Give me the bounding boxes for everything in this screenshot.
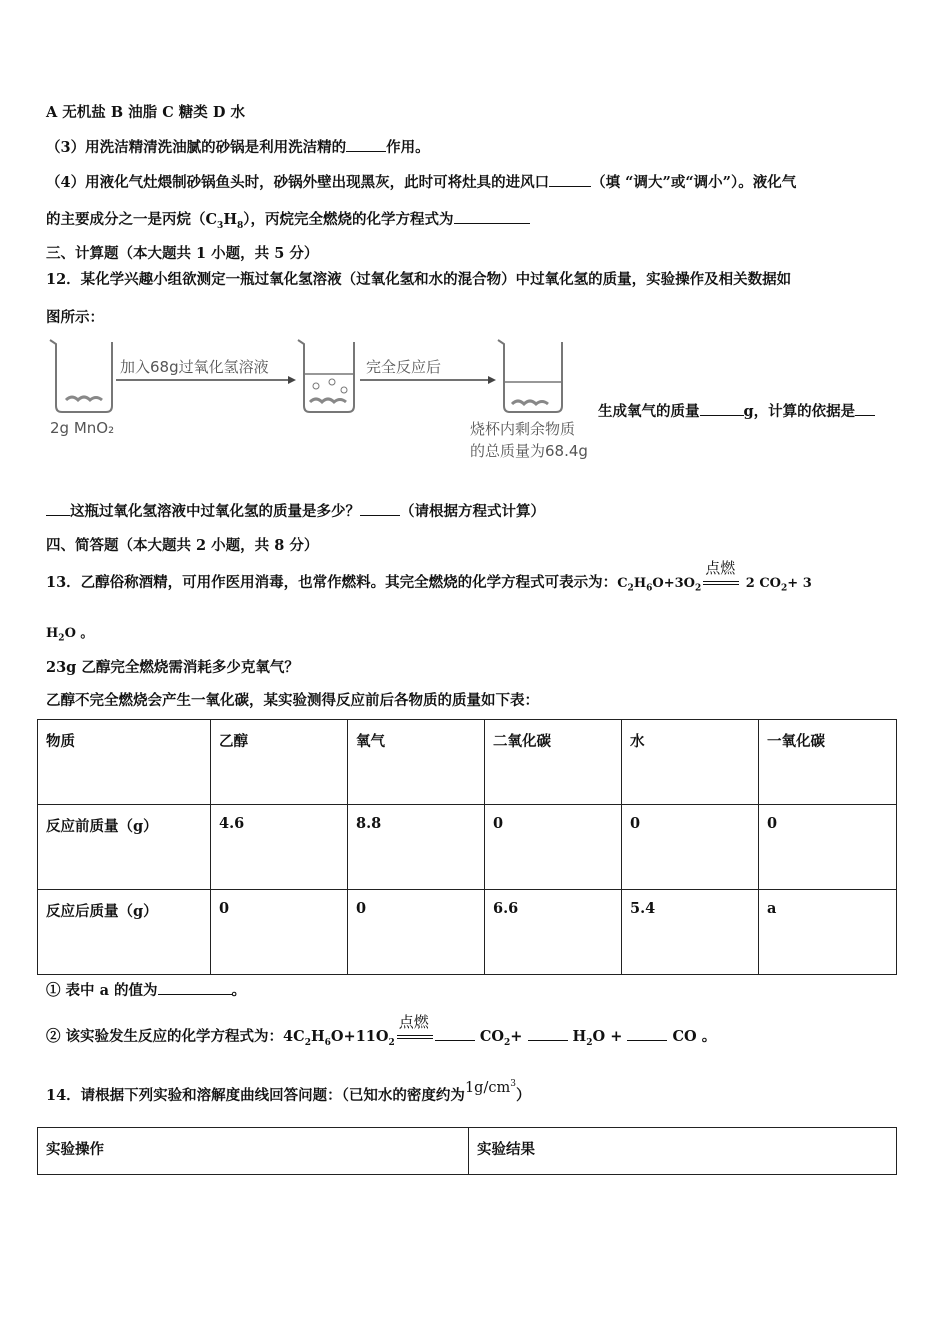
reaction-condition-2 — [395, 1013, 435, 1045]
experiment-table — [37, 1127, 897, 1175]
reaction-condition — [701, 559, 741, 591]
q13-line1 — [46, 559, 812, 594]
table-cell: 反应前质量（g） — [38, 805, 211, 890]
q4-line2-text: 的主要成分之一是丙烷（C — [46, 211, 218, 228]
sub: 3 — [217, 220, 224, 231]
table-cell: 反应后质量（g） — [38, 890, 211, 975]
a-value-blank[interactable] — [158, 980, 232, 995]
arrow-1-label: 加入68g过氧化氢溶液 — [120, 358, 269, 376]
table-header: 水 — [622, 720, 759, 805]
oxygen-mass-blank[interactable] — [700, 401, 744, 416]
table-cell: 0 — [622, 805, 759, 890]
co2-coef-blank[interactable] — [435, 1026, 475, 1041]
question-4-line2 — [46, 208, 530, 231]
q12-question: 这瓶过氧化氢溶液中过氧化氢的质量是多少？ — [70, 503, 360, 520]
q14-line — [46, 1079, 531, 1105]
ethanol-formula: $C_2H_6O+3O_2$ — [617, 576, 702, 594]
table-header: 二氧化碳 — [485, 720, 622, 805]
table-row — [38, 890, 897, 975]
q12-line2: 图所示： — [46, 309, 104, 326]
table-cell: a — [759, 890, 897, 975]
ignite-label-2: 点燃 — [398, 1013, 429, 1031]
beaker-3-label-1: 烧杯内剩余物质 — [470, 420, 576, 438]
sub: 8 — [237, 220, 244, 231]
q13-sub-2: ② 该实验发生反应的化学方程式为：$4C_2H_6O+11O_2$ 点燃 $CO_2+ H_2O$ + CO 。 — [46, 1013, 717, 1048]
q13-line2: $H_2O$ 。 — [46, 626, 94, 644]
h2o2-mass-blank[interactable] — [360, 501, 400, 516]
table-cell: 4.6 — [211, 805, 348, 890]
question-3 — [46, 136, 430, 157]
q3-blank[interactable] — [346, 137, 386, 152]
q13-question-2: 乙醇不完全燃烧会产生一氧化碳，某实验测得反应前后各物质的质量如下表： — [46, 692, 539, 709]
table-row — [38, 805, 897, 890]
beaker-1 — [50, 340, 112, 412]
table-cell: 0 — [211, 890, 348, 975]
arrow-2-label: 完全反应后 — [366, 358, 442, 376]
section-4-title: 四、简答题（本大题共 2 小题，共 8 分） — [46, 537, 319, 554]
q14-text: 14．请根据下列实验和溶解度曲线回答问题：（已知水的密度约为 — [46, 1087, 465, 1104]
q12-side-pre: 生成氧气的质量 — [598, 403, 700, 420]
q4-text: （4）用液化气灶煨制砂锅鱼头时，砂锅外壁出现黑灰，此时可将灶具的进风口 — [46, 174, 550, 191]
beaker-2 — [298, 340, 354, 412]
q13-1-text: ① 表中 a 的值为 — [46, 982, 158, 999]
density-unit: $1g/cm^3$ — [464, 1079, 516, 1096]
q13-text: 13．乙醇俗称酒精，可用作医用消毒，也常作燃料。其完全燃烧的化学方程式可表示为： — [46, 574, 618, 591]
q4-blank-1[interactable] — [549, 172, 591, 187]
options-line: A 无机盐 B 油脂 C 糖类 D 水 — [46, 104, 245, 121]
h2o-coef-blank[interactable] — [528, 1026, 568, 1041]
table-header: 氧气 — [348, 720, 485, 805]
beaker-3-label-2: 的总质量为68.4g — [470, 442, 588, 460]
beaker-1-label: 2g MnO₂ — [50, 419, 115, 437]
table-header-row — [38, 1128, 897, 1175]
q3-text: （3）用洗洁精清洗油腻的砂锅是利用洗洁精的 — [46, 139, 347, 156]
q12-line1: 12．某化学兴趣小组欲测定一瓶过氧化氢溶液（过氧化氢和水的混合物）中过氧化氢的质量，实验操作及相关数据如 — [46, 271, 792, 288]
basis-blank-end[interactable] — [46, 501, 70, 516]
table-cell: 0 — [348, 890, 485, 975]
q4-blank-2[interactable] — [454, 209, 530, 224]
q4-post: （填 “调大”或“调小”）。液化气 — [591, 174, 797, 191]
table-header: 乙醇 — [211, 720, 348, 805]
products: 2 $CO_2+ 3$ — [741, 576, 812, 594]
q4-line2-post: ），丙烷完全燃烧的化学方程式为 — [243, 211, 454, 228]
experiment-diagram — [44, 334, 604, 469]
arrow-2-head — [488, 376, 496, 384]
section-3-title: 三、计算题（本大题共 1 小题，共 5 分） — [46, 245, 319, 262]
beaker-3 — [498, 340, 562, 412]
q4-h: H — [223, 211, 238, 228]
double-line — [703, 581, 739, 585]
q14-post: ） — [515, 1087, 531, 1104]
q3-post: 作用。 — [386, 139, 430, 156]
q13-1-post: 。 — [231, 982, 247, 999]
mass-table — [37, 719, 897, 975]
basis-blank-start[interactable] — [855, 401, 875, 416]
table-cell: 0 — [759, 805, 897, 890]
co-coef-blank[interactable] — [627, 1026, 667, 1041]
q13-2-text: ② 该实验发生反应的化学方程式为：4C — [46, 1028, 305, 1045]
table-cell: 8.8 — [348, 805, 485, 890]
table-header: 实验结果 — [469, 1128, 897, 1175]
double-line-2 — [397, 1035, 433, 1039]
table-cell: 6.6 — [485, 890, 622, 975]
q12-post: （请根据方程式计算） — [400, 503, 545, 520]
table-header: 物质 — [38, 720, 211, 805]
q12-line3 — [46, 500, 545, 521]
table-header-row — [38, 720, 897, 805]
table-cell: 5.4 — [622, 890, 759, 975]
arrow-1-head — [288, 376, 296, 384]
table-header: 一氧化碳 — [759, 720, 897, 805]
question-4-line1 — [46, 171, 796, 192]
table-cell: 0 — [485, 805, 622, 890]
q12-side-text — [598, 400, 875, 421]
table-header: 实验操作 — [38, 1128, 469, 1175]
q12-side-mid: g，计算的依据是 — [743, 403, 856, 420]
q13-sub-1 — [46, 979, 246, 1000]
ignite-label: 点燃 — [705, 559, 736, 577]
q13-question-1: 23g 乙醇完全燃烧需消耗多少克氧气？ — [46, 659, 299, 676]
